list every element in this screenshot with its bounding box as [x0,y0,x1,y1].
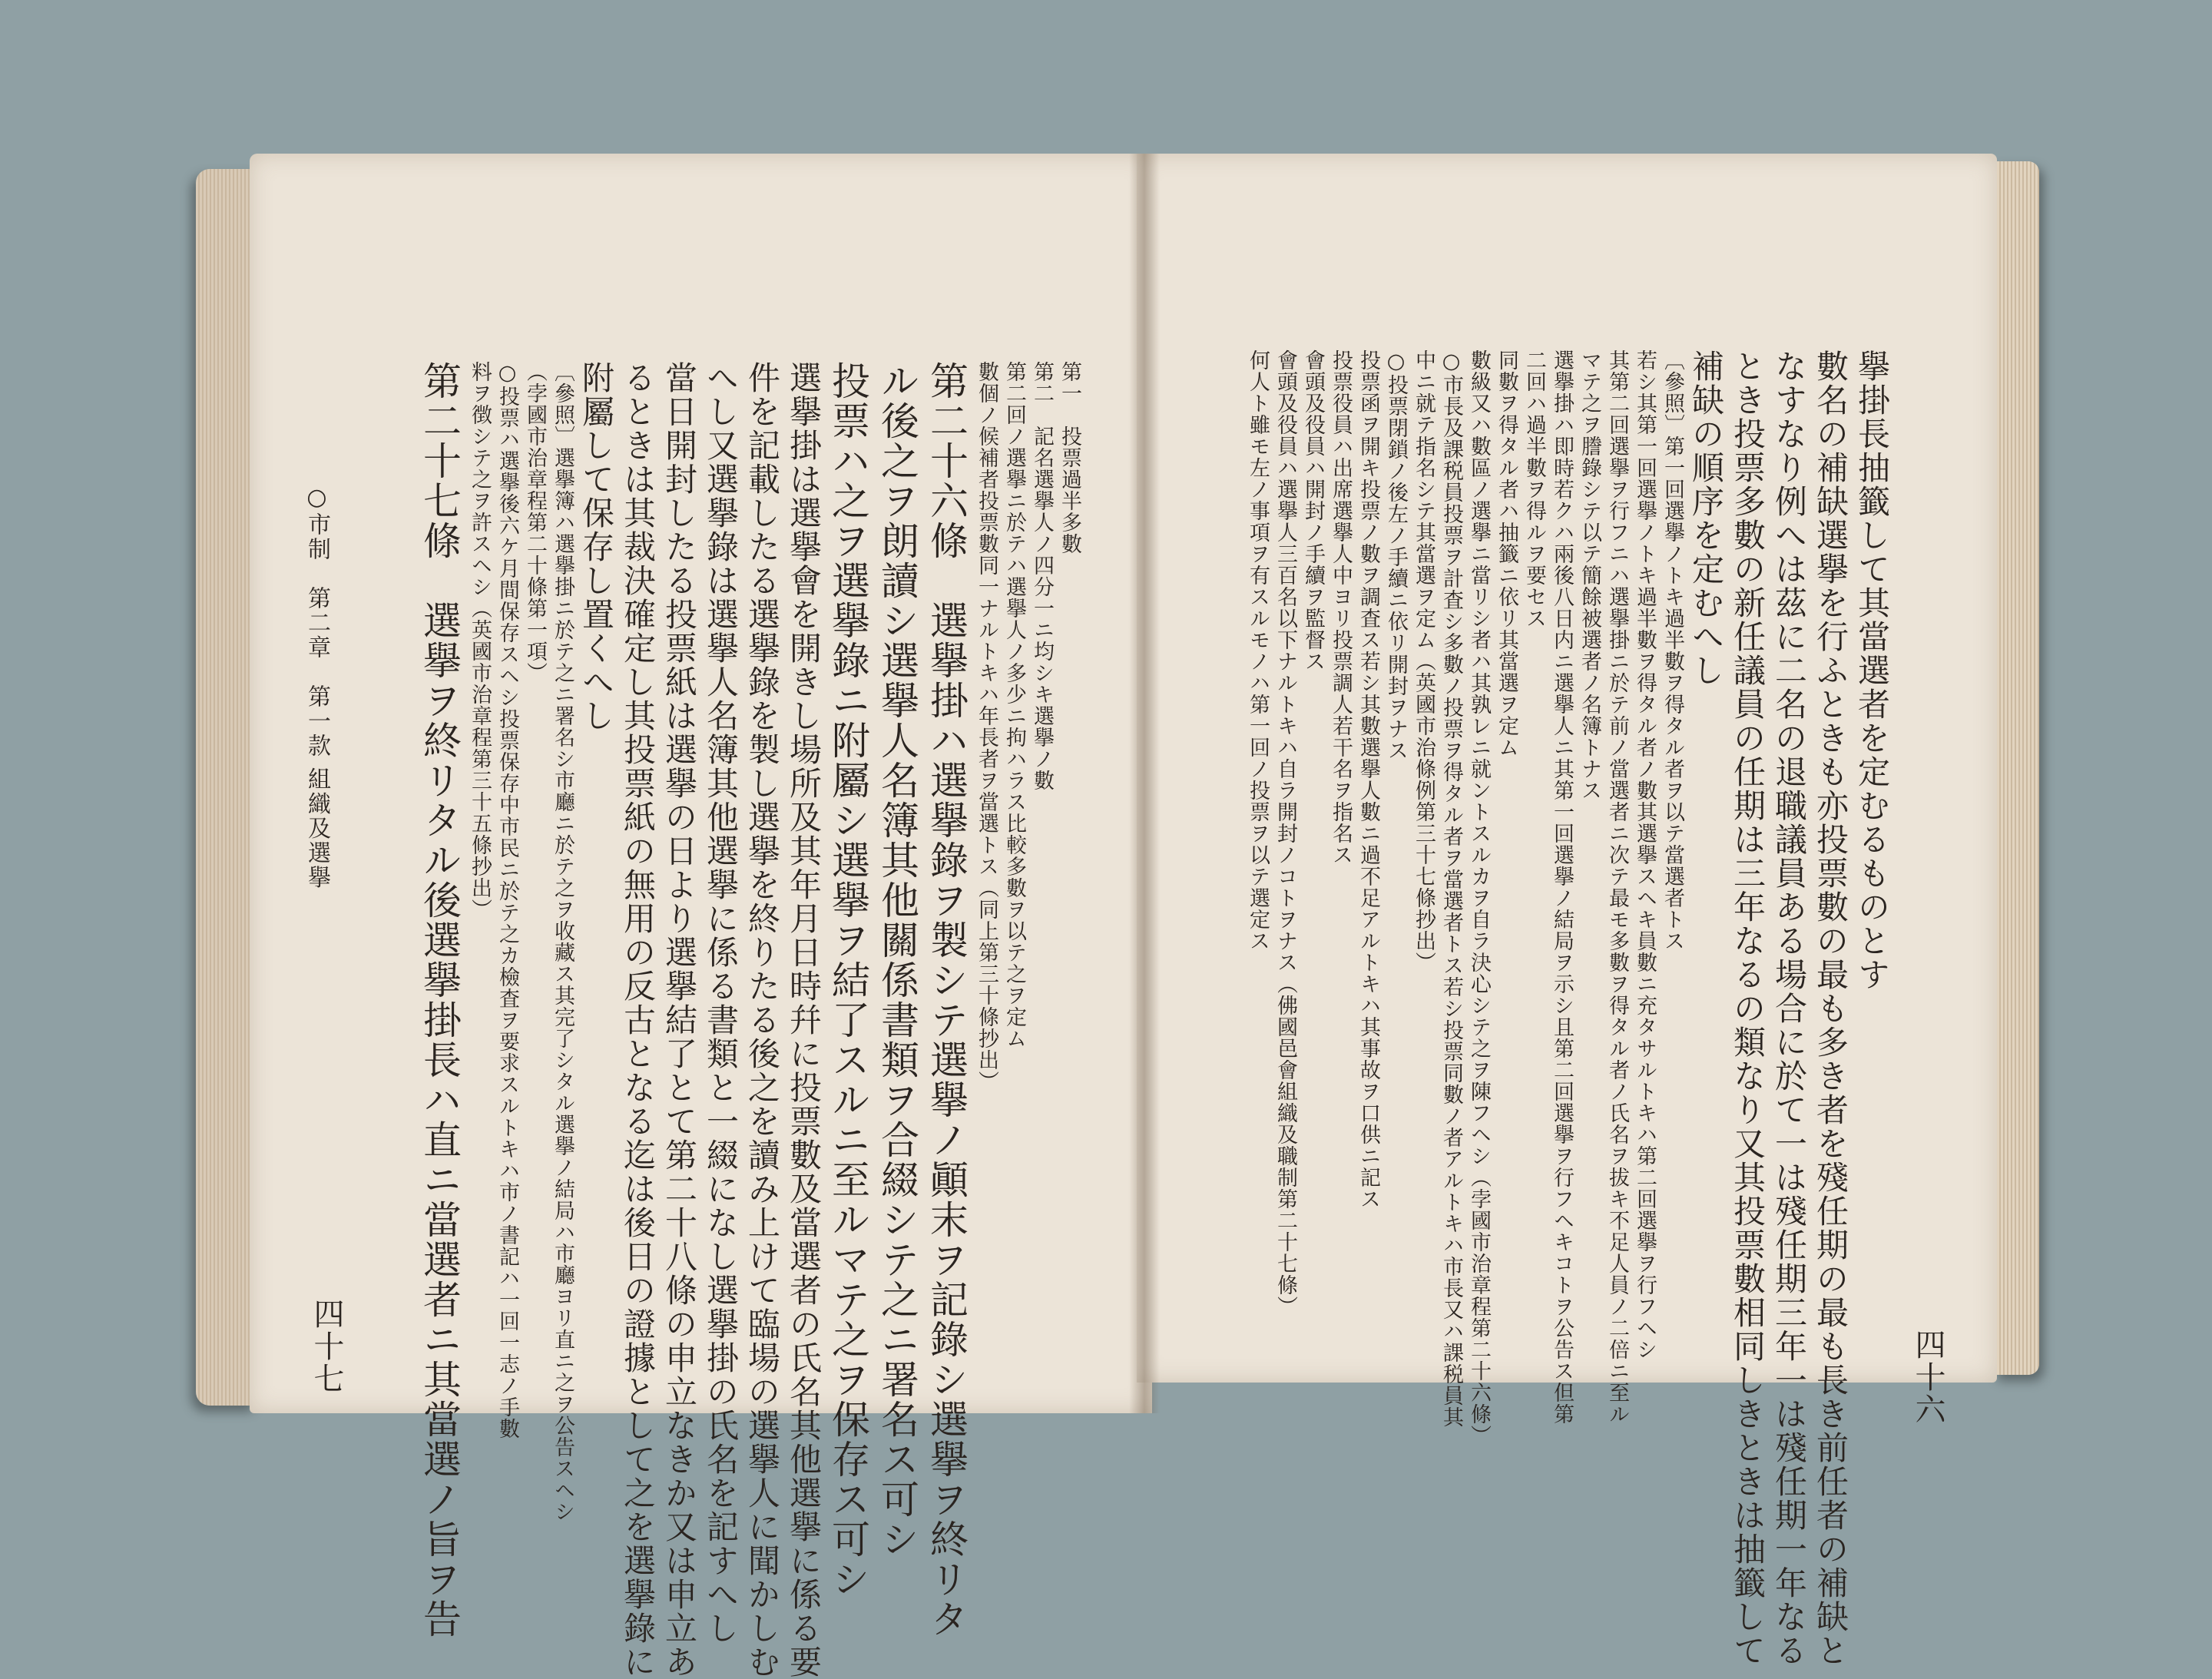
text-column: 第二十六條 選擧掛ハ選擧錄ヲ製シテ選擧ノ顚末ヲ記錄シ選擧ヲ終リタ [924,361,969,1639]
text-column: 數名の補缺選擧を行ふときも亦投票數の最も多き者を殘任期の最も長き前任者の補缺と [1812,349,1849,1667]
text-column: ○投票ハ選擧後六ケ月間保存スヘシ投票保存中市民ニ於テ之カ檢査ヲ要求スルトキハ市ノ書記ハ一回一志ノ手數 [495,361,519,1439]
text-column: 擧掛長抽籤して其當選者を定むるものとす [1853,349,1891,992]
text-column: なすなり例へは茲に二名の退職議員ある場合に於て一は殘任期三年一は殘任期一年なる [1770,349,1808,1667]
text-column: 投票ハ之ヲ選擧錄ニ附屬シ選擧ヲ結了スルニ至ルマテ之ヲ保存ス可シ [826,361,870,1599]
text-column: とき投票多數の新任議員の任期は三年なるの類なり又其投票數相同しきときは抽籤して [1729,349,1767,1667]
right-page-number: 四十六 [1910,1329,1945,1426]
text-column: 補缺の順序を定むへし [1687,349,1725,687]
text-column: 附屬して保存し置くへし [578,361,615,733]
text-column: 會頭及役員ハ開封ノ手續ヲ監督ス [1301,349,1325,672]
text-column: 選擧掛は選擧會を開きし場所及其年月日時幷に投票數及當選者の氏名其他選擧に係る要 [785,361,823,1679]
text-column: ○投票閉鎖ノ後左ノ手續ニ依リ開封ヲナス [1384,349,1408,761]
text-column: 其第二回選擧ヲ行フニハ選擧掛ニ於テ前ノ當選者ニ次テ最モ多數ヲ得タル者ノ氏名ヲ拔キ不足人員ノ二倍ニ至ル [1605,349,1629,1425]
running-head: ○市制 第二章 第一款 組織及選擧 [303,484,330,890]
text-column: マテ之ヲ謄錄シテ以テ簡餘被選者ノ名簿トナス [1578,349,1601,801]
text-column: 二回ハ過半數ヲ得ルヲ要セス [1522,349,1546,629]
left-page-number: 四十七 [309,1298,344,1395]
text-column: 選擧掛ハ即時若クハ兩後八日内ニ選擧人ニ其第一回選擧ノ結局ヲ示シ且第二回選擧ヲ行フヘキコトヲ公告ス但第 [1550,349,1574,1425]
text-column: 中ニ就テ指名シテ其當選ヲ定ム（英國市治條例第三十七條抄出） [1412,349,1435,973]
text-column: 料ヲ徴シテ之ヲ許スヘシ（英國市治章程第三十五條抄出） [468,361,492,920]
text-column: るときは其裁決確定し其投票紙の無用の反古となる迄は後日の證據として之を選擧錄に [619,361,657,1679]
page-edges-right [1993,161,2039,1375]
page-edges-left [196,169,257,1406]
text-column: 數級又ハ數區ノ選擧ニ當リシ者ハ其孰レニ就ントスルカヲ自ラ決心シテ之ヲ陳フヘシ（孛國市治章程第二十六條） [1467,349,1491,1446]
text-column: 〔參照〕第一回選擧ノトキ過半數ヲ得タル者ヲ以テ當選者トス [1661,349,1684,952]
text-column: 數個ノ候補者投票數同一ナルトキハ年長者ヲ當選トス（同上第三十條抄出） [975,361,998,1092]
text-column: へし又選擧錄は選擧人名簿其他選擧に係る書類と一綴になし選擧掛の氏名を記すへし [702,361,740,1645]
text-column: 會頭及役員ハ選擧人三百名以下ナルトキハ自ラ開封ノコトヲナス（佛國邑會組織及職制第二十七條） [1273,349,1297,1317]
text-column: 第一 投票過半多數 [1058,361,1081,555]
text-column: 若シ其第一回選擧ノトキ過半數ヲ得タル者ノ數其選擧スヘキ員數ニ充タサルトキハ第二回選擧ヲ行フヘシ [1633,349,1657,1360]
text-column: 第二 記名選擧人ノ四分一ニ均シキ選擧ノ數 [1030,361,1054,791]
text-column: （孛國市治章程第二十條第一項） [523,361,547,684]
text-column: 同數ヲ得タル者ハ抽籤ニ依リ其當選ヲ定ム [1495,349,1518,758]
text-column: 投票役員ハ出席選擧人中ヨリ投票調人若干名ヲ指名ス [1329,349,1353,866]
text-column: 第二十七條 選擧ヲ終リタル後選擧掛長ハ直ニ當選者ニ其當選ノ旨ヲ告 [417,361,462,1639]
text-column: ○市長及課税員投票ヲ計査シ多數ノ投票ヲ得タル者ヲ當選者トス若シ投票同數ノ者アルトキハ市長又ハ課税員其 [1439,349,1463,1428]
open-book [196,154,2039,1679]
text-column: 〔參照〕選擧簿ハ選擧掛ニ於テ之ニ署名シ市廳ニ於テ之ヲ收藏ス其完了シタル選擧ノ結局ハ市廳ヨリ直ニ之ヲ公告スヘシ [551,361,575,1522]
text-column: 第二回ノ選擧ニ於テハ選擧人ノ多少ニ拘ハラス比較多數ヲ以テ之ヲ定ム [1002,361,1026,1049]
text-column: 何人ト雖モ左ノ事項ヲ有スルモノハ第一回ノ投票ヲ以テ選定ス [1246,349,1270,952]
book-gutter [1129,154,1160,1413]
text-column: ル後之ヲ朗讀シ選擧人名簿其他關係書類ヲ合綴シテ之ニ署名ス可シ [875,361,919,1559]
text-column: 件を記載したる選擧錄を製し選擧を終りたる後之を讀み上けて臨場の選擧人に聞かしむ [743,361,781,1679]
text-column: 當日開封したる投票紙は選擧の日より選擧結了とて第二十八條の申立なきか又は申立あ [661,361,698,1679]
text-column: 投票函ヲ開キ投票ノ數ヲ調査ス若シ其數選擧人數ニ過不足アルトキハ其事故ヲ口供ニ記ス [1356,349,1380,1210]
